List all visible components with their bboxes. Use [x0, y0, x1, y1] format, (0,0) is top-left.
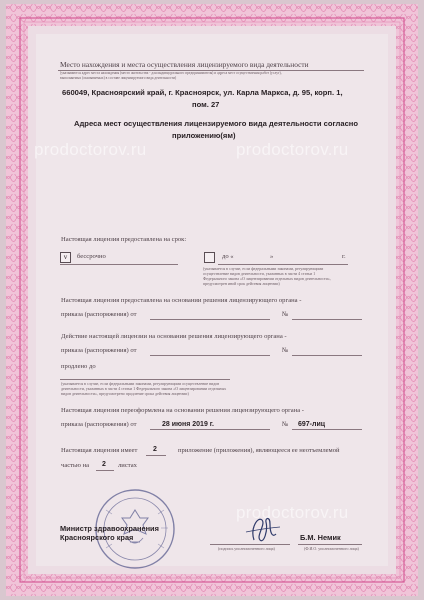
appendix-sheets-count: 2: [102, 461, 106, 468]
action-line: Действие настоящей лицензии на основании решения лицензирующего органа -: [61, 333, 287, 340]
divider: [218, 264, 348, 265]
basis-line: Настоящая лицензия предоставлена на основании решения лицензирующего органа -: [61, 297, 302, 304]
action-line: приказа (распоряжения) от: [61, 347, 137, 354]
signer-organization: Министр здравоохранения: [60, 524, 159, 533]
action-note: (указывается в случае, если федеральными законами, регулирующими осуществление видов: [61, 381, 220, 386]
address-line: 660049, Красноярский край, г. Красноярск, ул. Карла Маркса, д. 95, корп. 1,: [62, 88, 343, 97]
appendix-part: частью на: [61, 462, 90, 469]
action-note: видов деятельности», предусмотрено продление срока действия лицензии): [61, 391, 189, 396]
basis-number-label: №: [282, 311, 289, 318]
divider: [298, 544, 362, 545]
appendix-text: приложение (приложения), являющееся ее неотъемлемой: [178, 447, 340, 454]
appendix-label: Настоящая лицензия имеет: [61, 447, 138, 454]
until-label: до «: [222, 253, 234, 260]
indefinite-checkbox[interactable]: v: [60, 252, 71, 263]
header-note: (указываются адрес места нахождения (место жительства - для индивидуального предпринимателя) и адреса мест осуществления работ (услуг),: [60, 71, 282, 75]
header-note: выполняемых (оказываемых) в составе лицензируемого вида деятельности): [60, 76, 177, 80]
signer-organization: Красноярского края: [60, 533, 134, 542]
action-number-label: №: [282, 347, 289, 354]
indefinite-label: бессрочно: [77, 253, 106, 260]
annex-line: приложению(ям): [172, 131, 236, 140]
divider: [150, 319, 270, 320]
until-year: г.: [342, 253, 346, 260]
reissue-line: приказа (распоряжения) от: [61, 421, 137, 428]
term-note: осуществление видов деятельности, указанных в части 4 статьи 1: [203, 271, 316, 276]
address-line: пом. 27: [192, 100, 220, 109]
divider: [96, 470, 114, 471]
header-title: Место нахождения и места осуществления лицензируемого вида деятельности: [60, 60, 309, 69]
divider: [210, 544, 290, 545]
divider: [150, 355, 270, 356]
annex-line: Адреса мест осуществления лицензируемого вида деятельности согласно: [74, 119, 359, 128]
appendix-sheets: листах: [118, 462, 137, 469]
watermark: prodoctorov.ru: [236, 140, 349, 159]
divider: [292, 429, 362, 430]
reissue-date: 28 июня 2019 г.: [162, 421, 214, 428]
term-note: Федерального закона «О лицензировании отдельных видов деятельности»,: [203, 276, 331, 281]
divider: [60, 264, 178, 265]
term-note: предусмотрен иной срок действия лицензии): [203, 281, 280, 286]
term-note: (указывается в случае, если федеральными законами, регулирующими: [203, 266, 324, 271]
basis-line: приказа (распоряжения) от: [61, 311, 137, 318]
appendix-count: 2: [153, 446, 157, 453]
term-heading: Настоящая лицензия предоставлена на срок:: [61, 236, 187, 243]
action-note: деятельности, указанных в части 4 статьи 1 Федерального закона «О лицензировании отдельных: [61, 386, 227, 391]
signature-caption: (подпись уполномоченного лица): [218, 546, 275, 551]
action-extended-label: продлено до: [61, 363, 96, 370]
reissue-line: Настоящая лицензия переоформлена на основании решения лицензирующего органа -: [61, 407, 305, 414]
divider: [292, 319, 362, 320]
watermark: prodoctorov.ru: [34, 140, 147, 159]
until-quote: »: [270, 253, 274, 260]
divider: [292, 355, 362, 356]
signer-name: Б.М. Немик: [300, 533, 341, 542]
divider: [150, 429, 270, 430]
name-caption: (Ф.И.О. уполномоченного лица): [304, 546, 359, 551]
divider: [146, 455, 166, 456]
reissue-number-label: №: [282, 421, 289, 428]
divider: [60, 379, 230, 380]
until-checkbox[interactable]: [204, 252, 215, 263]
handwritten-signature: [232, 510, 292, 546]
watermark: prodoctorov.ru: [236, 503, 349, 522]
reissue-number: 697-лиц: [298, 421, 326, 428]
